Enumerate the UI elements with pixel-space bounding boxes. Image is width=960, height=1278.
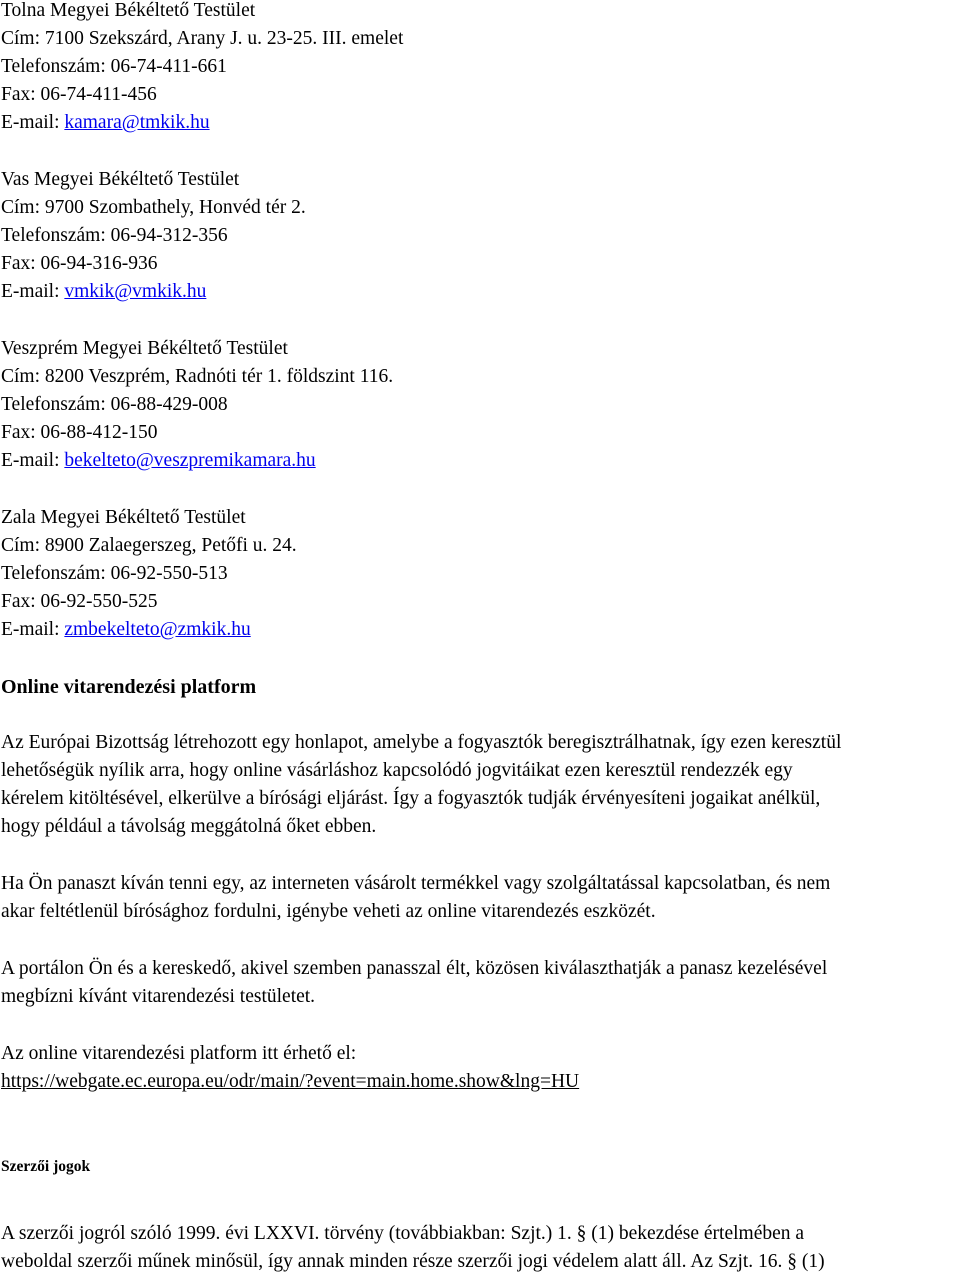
paragraph-line: akar feltétlenül bírósághoz fordulni, igénybe veheti az online vitarendezés eszközét. — [1, 901, 656, 922]
paragraph-line: A szerzői jogról szóló 1999. évi LXXVI. törvény (továbbiakban: Szjt.) 1. § (1) bekezdése értelmében a — [1, 1223, 805, 1244]
office-fax: Fax: 06-92-550-525 — [1, 591, 158, 612]
paragraph-line: lehetőségük nyílik arra, hogy online vásárláshoz kapcsolódó jogvitáikat ezen keresztül rendezzék egy — [1, 760, 793, 781]
office-email-line — [1, 278, 206, 306]
email-link[interactable]: vmkik@vmkik.hu — [64, 281, 207, 302]
office-fax: Fax: 06-88-412-150 — [1, 422, 158, 443]
email-label: E-mail: — [1, 619, 65, 640]
office-name: Tolna Megyei Békéltető Testület — [1, 0, 256, 21]
paragraph-line: weboldal szerzői műnek minősül, így annak minden része szerzői jogi védelem alatt áll. Az Szjt. 16. § (1) — [1, 1251, 825, 1272]
paragraph-line: kérelem kitöltésével, elkerülve a bírósági eljárást. Így a fogyasztók tudják érvényesíteni jogaikat anélkül, — [1, 788, 821, 809]
section-heading: Szerzői jogok — [1, 1158, 91, 1175]
office-fax: Fax: 06-94-316-936 — [1, 253, 158, 274]
office-address: Cím: 7100 Szekszárd, Arany J. u. 23-25. III. emelet — [1, 28, 404, 49]
office-email-line — [1, 447, 316, 475]
email-label: E-mail: — [1, 450, 65, 471]
office-name: Vas Megyei Békéltető Testület — [1, 169, 240, 190]
odr-url-line — [1, 1068, 579, 1096]
office-fax: Fax: 06-74-411-456 — [1, 84, 157, 105]
email-label: E-mail: — [1, 112, 65, 133]
paragraph-line: Az online vitarendezési platform itt érhető el: — [1, 1043, 357, 1064]
office-phone: Telefonszám: 06-88-429-008 — [1, 394, 228, 415]
email-link[interactable]: zmbekelteto@zmkik.hu — [64, 619, 251, 640]
email-label: E-mail: — [1, 281, 65, 302]
section-heading: Online vitarendezési platform — [1, 676, 257, 698]
office-name: Veszprém Megyei Békéltető Testület — [1, 338, 288, 359]
email-link[interactable]: kamara@tmkik.hu — [64, 112, 210, 133]
office-email-line — [1, 616, 251, 644]
odr-platform-link[interactable]: https://webgate.ec.europa.eu/odr/main/?event=main.home.show&lng=HU — [1, 1071, 580, 1092]
paragraph-line: A portálon Ön és a kereskedő, akivel szemben panasszal élt, közösen kiválaszthatják a panasz kezelésével — [1, 958, 828, 979]
paragraph-line: Az Európai Bizottság létrehozott egy honlapot, amelybe a fogyasztók beregisztrálhatnak, így ezen keresztül — [1, 732, 842, 753]
office-address: Cím: 8900 Zalaegerszeg, Petőfi u. 24. — [1, 535, 297, 556]
office-phone: Telefonszám: 06-92-550-513 — [1, 563, 228, 584]
office-address: Cím: 9700 Szombathely, Honvéd tér 2. — [1, 197, 306, 218]
office-address: Cím: 8200 Veszprém, Radnóti tér 1. földszint 116. — [1, 366, 394, 387]
paragraph-line: hogy például a távolság meggátolná őket ebben. — [1, 816, 377, 837]
office-phone: Telefonszám: 06-94-312-356 — [1, 225, 228, 246]
paragraph-line: Ha Ön panaszt kíván tenni egy, az interneten vásárolt termékkel vagy szolgáltatással kapcsolatban, és nem — [1, 873, 831, 894]
email-link[interactable]: bekelteto@veszpremikamara.hu — [64, 450, 316, 471]
office-name: Zala Megyei Békéltető Testület — [1, 507, 246, 528]
office-email-line — [1, 109, 210, 137]
office-phone: Telefonszám: 06-74-411-661 — [1, 56, 227, 77]
paragraph-line: megbízni kívánt vitarendezési testületet. — [1, 986, 316, 1007]
